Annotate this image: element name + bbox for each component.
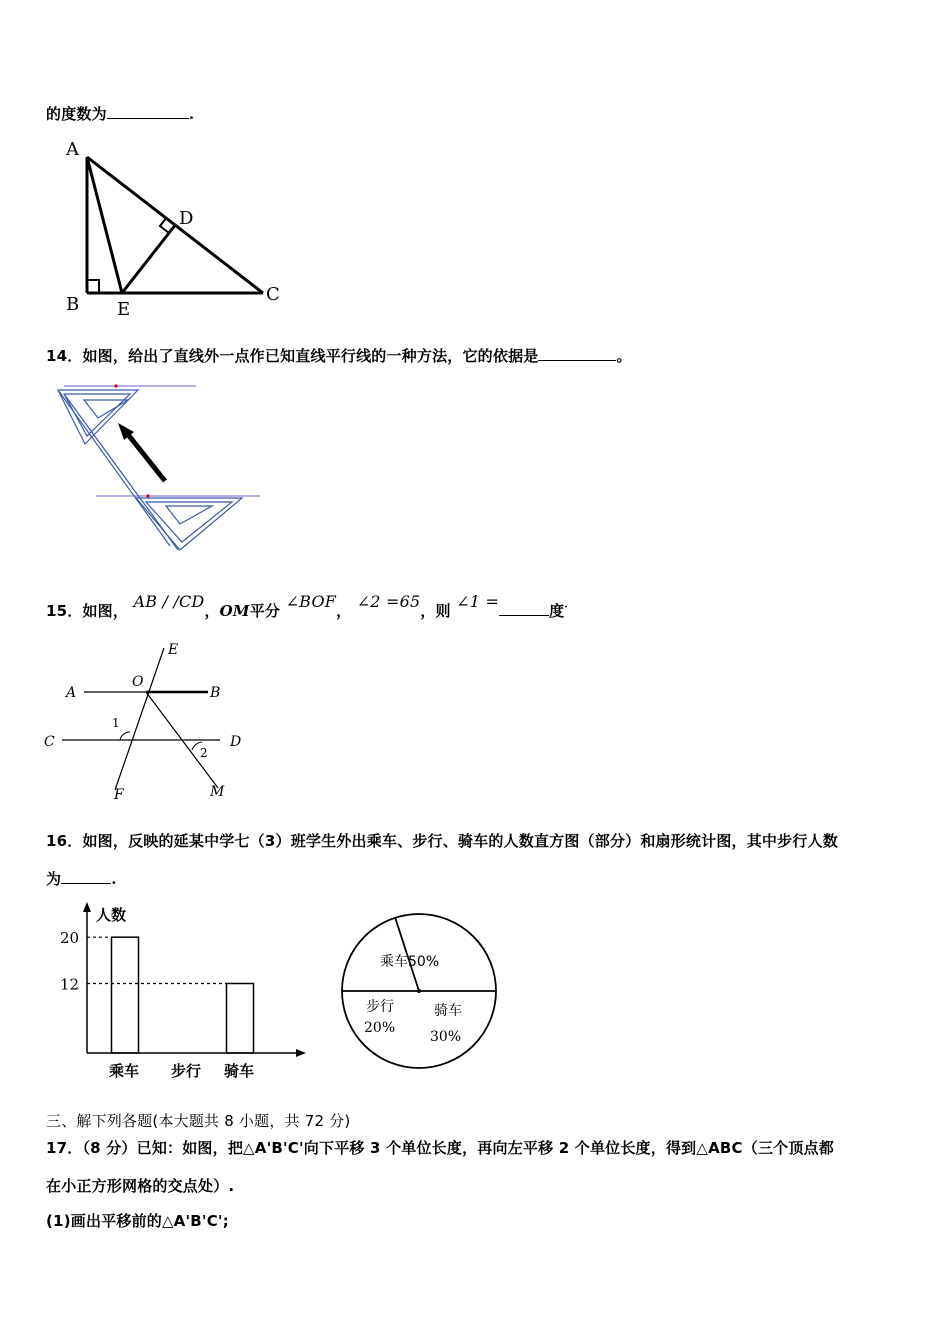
label-e15: E xyxy=(168,642,179,658)
slice-label-bus: 乘车50% xyxy=(380,954,440,970)
slide-arrow-shaft xyxy=(126,432,165,481)
label-m15: M xyxy=(210,784,225,800)
section-3-title: 三、解下列各题(本大题共 8 小题，共 72 分) xyxy=(46,1112,351,1130)
q15-end: · xyxy=(564,602,568,613)
point-bottom xyxy=(146,494,149,497)
point-top xyxy=(114,384,117,387)
answer-blank-16[interactable] xyxy=(61,869,111,884)
segment-ae xyxy=(87,157,122,293)
q17-line2: 在小正方形网格的交点处）. xyxy=(46,1177,235,1195)
line-ef xyxy=(115,648,164,790)
label-angle2: 2 xyxy=(200,746,208,760)
q15-sep2: ， xyxy=(336,602,352,620)
q16-line2 xyxy=(46,868,117,889)
q15-then: ，则 xyxy=(420,602,451,620)
y-tick-12: 12 xyxy=(60,975,80,994)
label-f15: F xyxy=(114,787,124,803)
q15-om: OM xyxy=(219,602,250,620)
q17-part1: (1)画出平移前的△A'B'C'; xyxy=(46,1212,229,1230)
q13-tail xyxy=(46,103,194,124)
label-e: E xyxy=(117,299,131,320)
angle-mark-1 xyxy=(120,732,130,740)
q14-question: 14．如图，给出了直线外一点作已知直线平行线的一种方法，它的依据是 xyxy=(46,347,539,365)
figure-15-parallel-lines xyxy=(40,640,260,805)
x-tick-3: 骑车 xyxy=(224,1062,255,1080)
set-square-bottom-inner xyxy=(166,506,212,524)
q15-text xyxy=(46,592,568,621)
q14-end: 。 xyxy=(616,347,632,365)
label-o15: O xyxy=(132,674,144,690)
bar-3 xyxy=(227,984,254,1054)
slice-label-walk: 步行 xyxy=(366,999,394,1015)
x-tick-1: 乘车 xyxy=(109,1062,140,1080)
answer-blank-13[interactable] xyxy=(107,104,189,119)
label-a: A xyxy=(66,139,79,160)
y-tick-20: 20 xyxy=(60,929,80,948)
q15-unit: 度 xyxy=(549,602,565,620)
set-square-bottom-outer-2 xyxy=(146,502,232,542)
answer-blank-15[interactable] xyxy=(499,601,549,616)
x-axis-arrow xyxy=(296,1049,306,1057)
figure-14-set-square xyxy=(50,378,270,558)
label-b: B xyxy=(66,294,80,315)
figure-13-triangle xyxy=(60,135,300,320)
slice-pct-bike: 30% xyxy=(430,1029,462,1045)
q16-end: . xyxy=(111,870,117,888)
q16-prefix: 为 xyxy=(46,870,62,888)
slice-label-bike: 骑车 xyxy=(434,1003,462,1019)
bar-1 xyxy=(112,937,139,1053)
q15-angle1: ∠1 = xyxy=(456,592,500,611)
y-axis-label: 人数 xyxy=(96,906,127,924)
label-d: D xyxy=(179,208,194,229)
label-b15: B xyxy=(210,685,221,701)
q15-prefix: 15．如图， xyxy=(46,602,129,620)
pie-chart-transport xyxy=(338,910,502,1070)
label-d15: D xyxy=(230,734,242,750)
q15-sep1: ， xyxy=(204,602,220,620)
q13-text: 的度数为 xyxy=(46,105,107,123)
answer-blank-14[interactable] xyxy=(538,346,616,361)
q15-angle-bof: ∠BOF xyxy=(285,592,337,611)
q15-bisect: 平分 xyxy=(249,602,281,620)
pie-center xyxy=(417,989,421,993)
y-axis-arrow xyxy=(83,902,91,912)
q14-text xyxy=(46,345,632,366)
q15-parallel: AB / /CD xyxy=(133,592,205,611)
label-angle1: 1 xyxy=(112,716,120,730)
q17-line1: 17．（8 分）已知：如图，把△A'B'C'向下平移 3 个单位长度，再向左平移 2 个单位长度，得到△ABC（三个顶点都 xyxy=(46,1139,834,1157)
q15-angle2: ∠2 =65 xyxy=(356,592,421,611)
x-tick-2: 步行 xyxy=(171,1062,202,1080)
slice-pct-walk: 20% xyxy=(364,1020,396,1036)
segment-ed xyxy=(122,224,176,293)
label-c15: C xyxy=(44,734,55,750)
label-c: C xyxy=(266,284,280,305)
right-angle-b xyxy=(87,280,99,293)
bar-chart-transport xyxy=(50,900,310,1085)
q16-line1: 16．如图，反映的延某中学七（3）班学生外出乘车、步行、骑车的人数直方图（部分）和扇形统计图，其中步行人数 xyxy=(46,832,838,850)
label-a15: A xyxy=(66,685,77,701)
q13-end: . xyxy=(188,105,195,123)
